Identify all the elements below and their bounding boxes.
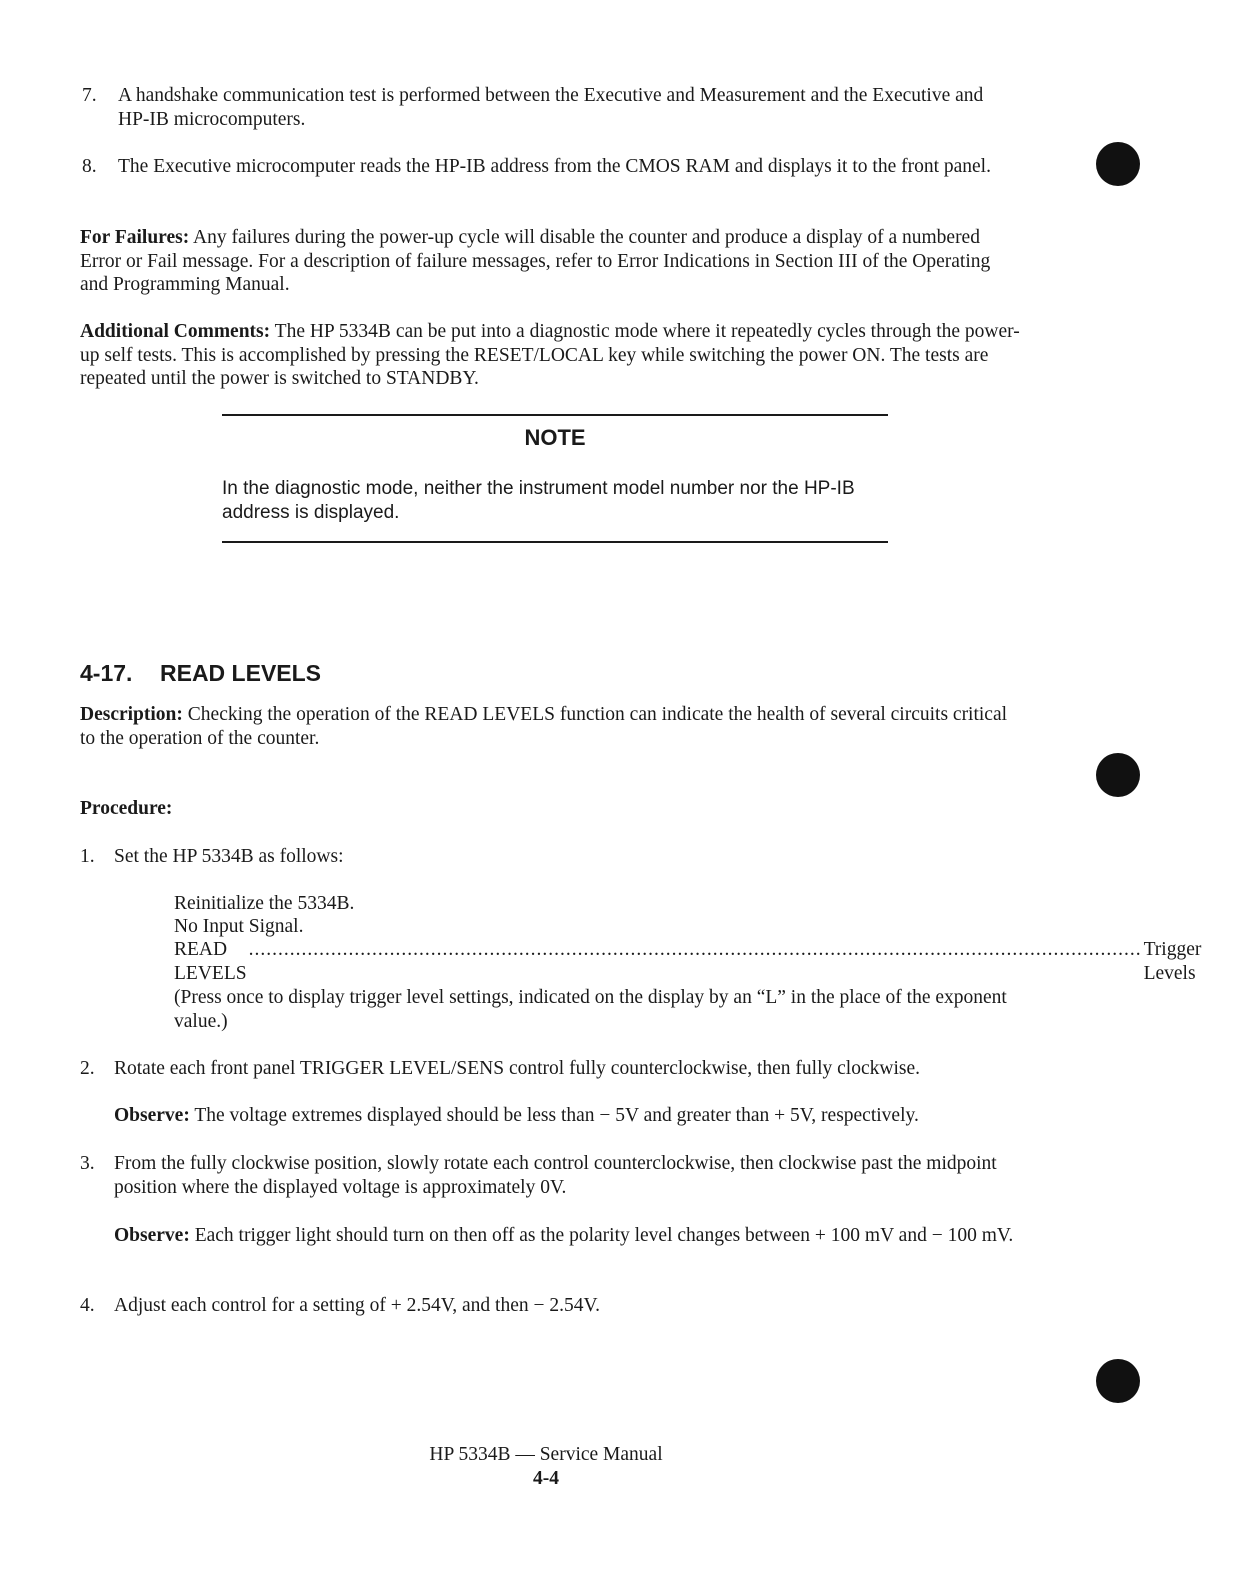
footer-title: HP 5334B — Service Manual bbox=[429, 1444, 663, 1465]
step-text: From the fully clockwise position, slowly rotate each control counterclockwise, then clockwise past the midpoint position where the displayed voltage is approximately 0V. bbox=[114, 1153, 997, 1198]
failures-label: For Failures: bbox=[80, 227, 190, 248]
page-number: 4-4 bbox=[533, 1468, 559, 1489]
binder-hole-1 bbox=[1096, 142, 1140, 186]
binder-hole-2 bbox=[1096, 753, 1140, 797]
procedure-label: Procedure: bbox=[80, 798, 173, 819]
failures-text: Any failures during the power-up cycle will disable the counter and produce a display of a numbered Error or Fail message. For a description of failure messages, refer to Error Indications in Section III of the Operating and Programming Manual. bbox=[80, 227, 991, 295]
description-label: Description: bbox=[80, 704, 183, 725]
section-heading bbox=[80, 660, 321, 687]
step-1-note: (Press once to display trigger level settings, indicated on the display by an “L” in the place of the exponent value.) bbox=[174, 987, 1007, 1032]
item-text: The Executive microcomputer reads the HP-IB address from the CMOS RAM and displays it to the front panel. bbox=[118, 156, 991, 177]
leader-dots: ........................................................................................................................................................ bbox=[248, 939, 1142, 960]
section-title: READ LEVELS bbox=[160, 660, 322, 686]
step-number: 3. bbox=[80, 1153, 95, 1174]
setting-name: READ LEVELS bbox=[174, 939, 247, 984]
item-number: 7. bbox=[82, 85, 97, 106]
step-number: 1. bbox=[80, 846, 95, 867]
step-number: 2. bbox=[80, 1058, 95, 1079]
comments-text: The HP 5334B can be put into a diagnostic mode where it repeatedly cycles through the power-up self tests. This is accomplished by pressing the RESET/LOCAL key while switching the power ON. The tests are repeated until the power is switched to STANDBY. bbox=[80, 321, 1020, 389]
note-top-rule bbox=[222, 414, 888, 416]
observe-label: Observe: bbox=[114, 1225, 190, 1246]
step-text: Rotate each front panel TRIGGER LEVEL/SENS control fully counterclockwise, then fully clockwise. bbox=[114, 1058, 920, 1079]
setting-value: Trigger Levels bbox=[1143, 939, 1202, 984]
section-number: 4-17. bbox=[80, 660, 133, 686]
step-text: Set the HP 5334B as follows: bbox=[114, 846, 344, 867]
note-text: In the diagnostic mode, neither the instrument model number nor the HP-IB address is displayed. bbox=[222, 478, 855, 523]
item-number: 8. bbox=[82, 156, 97, 177]
note-bottom-rule bbox=[222, 541, 888, 543]
step-3-observe bbox=[114, 1224, 1020, 1248]
failures-paragraph bbox=[80, 226, 1020, 297]
observe-text: The voltage extremes displayed should be less than − 5V and greater than + 5V, respectively. bbox=[189, 1105, 919, 1126]
observe-label: Observe: bbox=[114, 1105, 190, 1126]
observe-text: Each trigger light should turn on then off as the polarity level changes between + 100 mV and − 100 mV. bbox=[189, 1225, 1014, 1246]
comments-label: Additional Comments: bbox=[80, 321, 271, 342]
setting-reinitialize: Reinitialize the 5334B. bbox=[174, 893, 355, 914]
setting-read-levels bbox=[174, 938, 1202, 985]
step-text: Adjust each control for a setting of + 2.54V, and then − 2.54V. bbox=[114, 1295, 600, 1316]
step-number: 4. bbox=[80, 1295, 95, 1316]
description-paragraph bbox=[80, 703, 1020, 750]
note-title: NOTE bbox=[524, 425, 586, 450]
item-text: A handshake communication test is performed between the Executive and Measurement and the Executive and HP-IB microcomputers. bbox=[118, 85, 984, 130]
setting-no-input: No Input Signal. bbox=[174, 916, 304, 937]
comments-paragraph bbox=[80, 320, 1025, 391]
binder-hole-3 bbox=[1096, 1359, 1140, 1403]
step-2-observe bbox=[114, 1104, 1020, 1128]
description-text: Checking the operation of the READ LEVELS function can indicate the health of several circuits critical to the operation of the counter. bbox=[80, 704, 1008, 749]
